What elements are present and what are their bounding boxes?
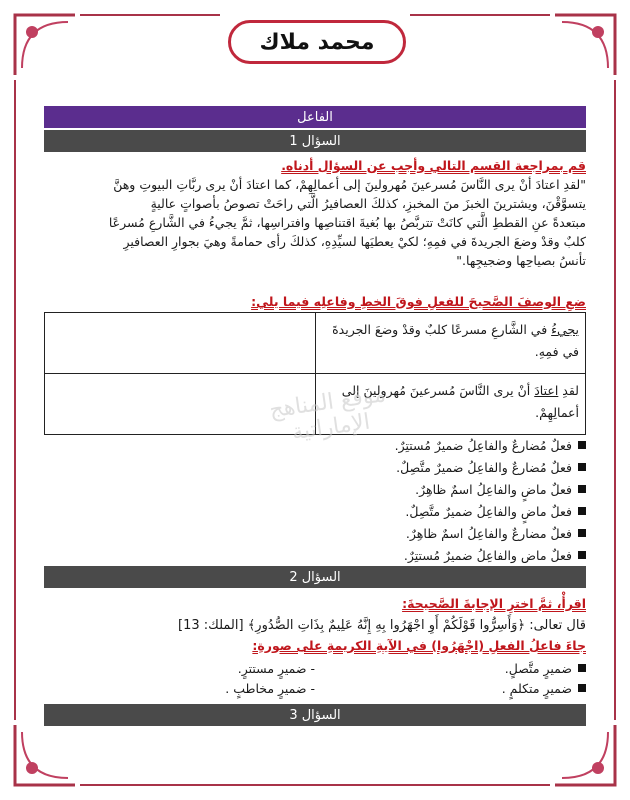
square-bullet-icon [578,529,586,537]
square-bullet-icon [578,551,586,559]
list-item[interactable] [315,658,586,678]
square-bullet-icon [578,463,586,471]
square-bullet-icon [578,684,586,692]
passage-line: تأنسُ بصياحِها وضجيجِها." [456,253,586,268]
question-2-instruction: اقرأْ، ثمَّ اخترِ الإجابةَ الصَّحيحةَ: [402,596,586,611]
list-item[interactable] [286,478,586,500]
quran-verse: قال تعالى: ﴿وَأَسِرُّوا قَوْلَكُمْ أَوِ اجْهَرُوا بِهِ إِنَّهُ عَلِيمٌ بِذَاتِ الصُّدُورِ﴾ [الملك: 13] [178,618,586,633]
top-right-ornament [550,10,620,80]
passage-line: مبتعدةً عنِ القططِ الَّتي كانَتْ تتربَّصُ بها بُغيةَ اقتناصِها وافتراسِها، ثمَّ يجيءُ في الشَّارعِ مُسرعًا [108,215,586,230]
list-item[interactable] [44,658,315,678]
sentence-text: أنْ يرى النَّاسَ مُسرعينَ مُهرولينَ إلى أعمالِهِمْ. [341,383,579,420]
left-border-line [14,80,16,720]
list-item[interactable] [44,678,315,698]
list-item[interactable] [286,456,586,478]
passage-line: "لقدِ اعتادَ أنْ يرى النَّاسَ مُسرعينَ مُهرولينَ إلى أعمالِهِمْ، كما اعتادَ أنْ يرى ربَّاتِ البيوتِ وهنَّ [113,177,586,192]
square-bullet-icon [578,485,586,493]
option-label: فعلٌ ماضٍ والفاعِلُ اسمٌ ظاهِرٌ. [415,481,572,497]
passage-line: يتسوَّقْنَ، ويشترينَ الخبزَ منَ المخبزِ، كذلكَ العصافيرُ الَّتي راحَتْ تصوصُ بأصواتٍ عاليةٍ [150,196,586,211]
list-item[interactable] [286,544,586,566]
option-label: فعلٌ مضارعٌ والفاعِلُ اسمٌ ظاهِرٌ. [405,525,572,541]
table-instruction: ضعِ الوصفَ الصَّحيحَ للفعلِ فوقَ الخطِ وفاعلِه فيما يلي: [251,294,586,309]
square-bullet-icon [578,664,586,672]
reading-passage [44,175,586,270]
sentence-text: في الشَّارعِ مسرعًا كلبٌ وقدْ وضعَ الجريدةَ في فمِهِ. [332,322,579,359]
underlined-verb: اعتادَ [534,383,559,398]
watermark: موقع المناهج الإماراتية [267,382,388,446]
sentence-cell [315,313,586,374]
sentence-prefix: لقدِ [558,383,579,398]
top-border-line-right [410,14,550,16]
underlined-verb: يجيءُ [551,322,579,337]
square-bullet-icon [578,441,586,449]
table-row [45,313,586,374]
list-item[interactable] [286,500,586,522]
list-item[interactable] [286,522,586,544]
option-label: فعلٌ ماض والفاعِلُ ضميرٌ مُستتِرٌ. [403,547,572,563]
bottom-right-ornament [550,720,620,790]
verb-options-list [286,434,586,566]
question-2-options [44,658,586,698]
option-label: ضميرٍ متكلمٍ . [501,680,572,696]
question-2-prompt: جاءَ فاعلُ الفعلِ (اجْهَرُوا) في الآيةِ الكريمةِ على صورةِ: [252,638,586,653]
answer-cell[interactable] [45,313,316,374]
list-item[interactable] [315,678,586,698]
section-title-bar: الفاعل [44,106,586,128]
top-left-ornament [10,10,80,80]
option-label: - ضميرٍ مستترٍ. [237,660,315,676]
right-border-line [614,80,616,720]
option-label: فعلٌ ماضٍ والفاعِلُ ضميرٌ متَّصِلٌ. [405,503,572,519]
question-1-bar: 1 السؤال [44,130,586,152]
question-3-bar: 3 السؤال [44,704,586,726]
option-label: فعلٌ مُضارعٌ والفاعِلُ ضميرٌ متَّصِلٌ. [396,459,572,475]
square-bullet-icon [578,507,586,515]
bottom-left-ornament [10,720,80,790]
question-1-instruction: قم بمراجعة القسم التالي وأجب عن السؤال أدناه. [281,158,586,173]
option-label: ضميرٍ متَّصلٍ. [504,660,572,676]
option-label: - ضميرٍ مخاطبٍ . [225,680,315,696]
list-item[interactable] [286,434,586,456]
option-label: فعلٌ مُضارعٌ والفاعِلُ ضميرٌ مُستتِرٌ. [394,437,572,453]
bottom-border-line [80,784,550,786]
top-border-line-left [80,14,220,16]
student-name-banner: محمد ملاك [228,20,406,64]
question-2-bar: 2 السؤال [44,566,586,588]
passage-line: كلبٌ وقدْ وضعَ الجريدةَ في فمِهِ؛ لكيْ يعطيَها لسيِّدِهِ، كذلكَ رأى حمامةً وهيَ بجوارِ العصافيرِ [123,234,586,249]
